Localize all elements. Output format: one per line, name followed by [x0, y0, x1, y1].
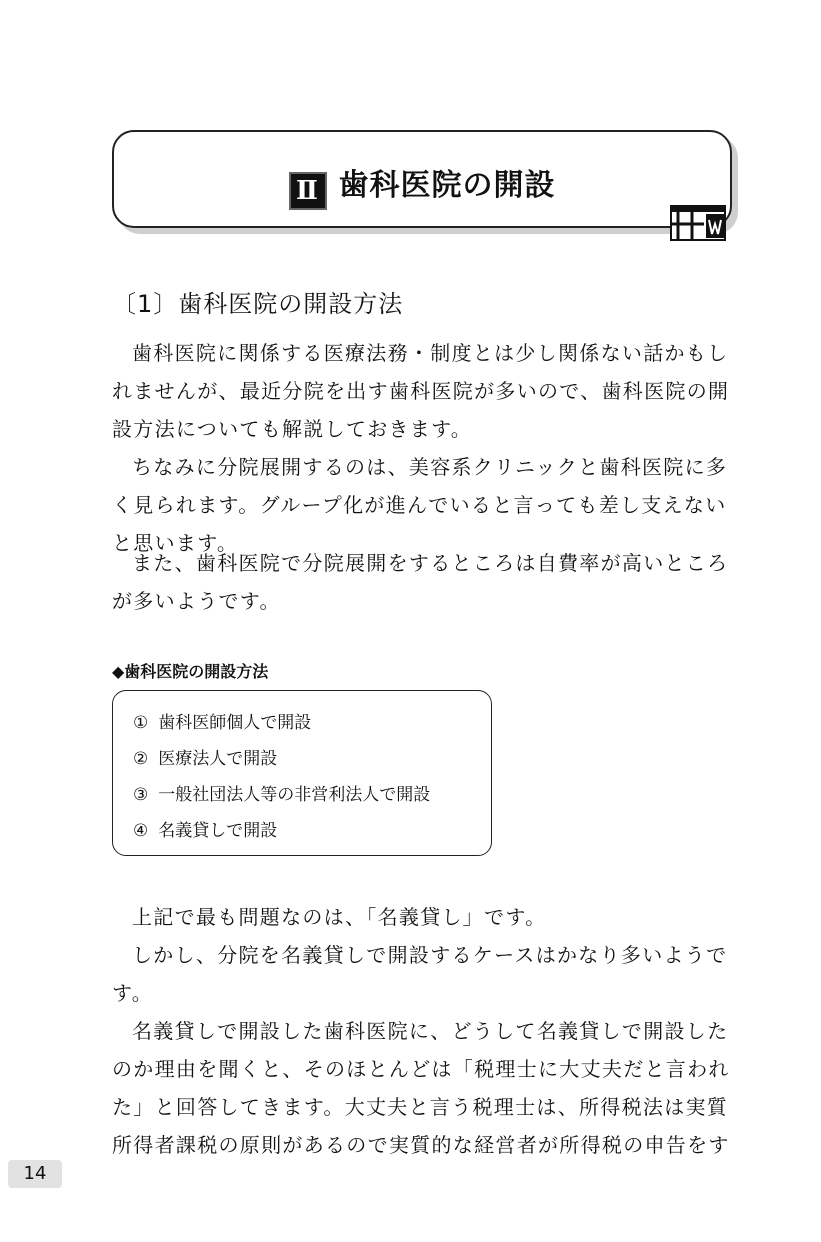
paragraph: しかし、分院を名義貸しで開設するケースはかなり多いようです。	[112, 943, 728, 1005]
paragraph: 上記で最も問題なのは、「名義貸し」です。	[132, 905, 547, 929]
page-number: 14	[8, 1160, 62, 1188]
section-heading: 〔1〕歯科医院の開設方法	[112, 290, 404, 318]
paragraph: 名義貸しで開設した歯科医院に、どうして名義貸しで開設したのか理由を聞くと、そのほとんどは「税理士に大丈夫だと言われた」と回答してきます。大丈夫と言う税理士は、所得税法は実質所得者課税の原則があるので実質的な経営者が所得税の申告をす	[112, 1019, 730, 1157]
list-item	[133, 777, 491, 813]
list-item-number: ③	[133, 785, 149, 805]
list-item-text: 歯科医師個人で開設	[158, 713, 312, 733]
paragraph: ちなみに分院展開するのは、美容系クリニックと歯科医院に多く見られます。グループ化が進んでいると言っても差し支えないと思います。	[112, 455, 728, 555]
list-item-text: 名義貸しで開設	[158, 821, 278, 841]
chapter-numeral: Ⅱ	[289, 172, 327, 210]
list-item-text: 医療法人で開設	[158, 749, 278, 769]
list-item-number: ②	[133, 749, 149, 769]
list-item-number: ①	[133, 713, 149, 733]
list-box	[112, 690, 492, 856]
book-tab-icon	[670, 200, 726, 242]
chapter-title	[114, 160, 730, 210]
list-item-text: 一般社団法人等の非営利法人で開設	[158, 785, 431, 805]
list-caption: ◆歯科医院の開設方法	[112, 662, 269, 681]
paragraph: 歯科医院に関係する医療法務・制度とは少し関係ない話かもしれませんが、最近分院を出す歯科医院が多いので、歯科医院の開設方法についても解説しておきます。	[112, 341, 730, 441]
paragraph: また、歯科医院で分院展開をするところは自費率が高いところが多いようです。	[112, 551, 729, 613]
chapter-title-box	[112, 130, 732, 228]
list-item	[133, 741, 491, 777]
chapter-title-text: 歯科医院の開設	[338, 168, 556, 203]
list-item	[133, 813, 491, 849]
list-item	[133, 705, 491, 741]
list-item-number: ④	[133, 821, 149, 841]
